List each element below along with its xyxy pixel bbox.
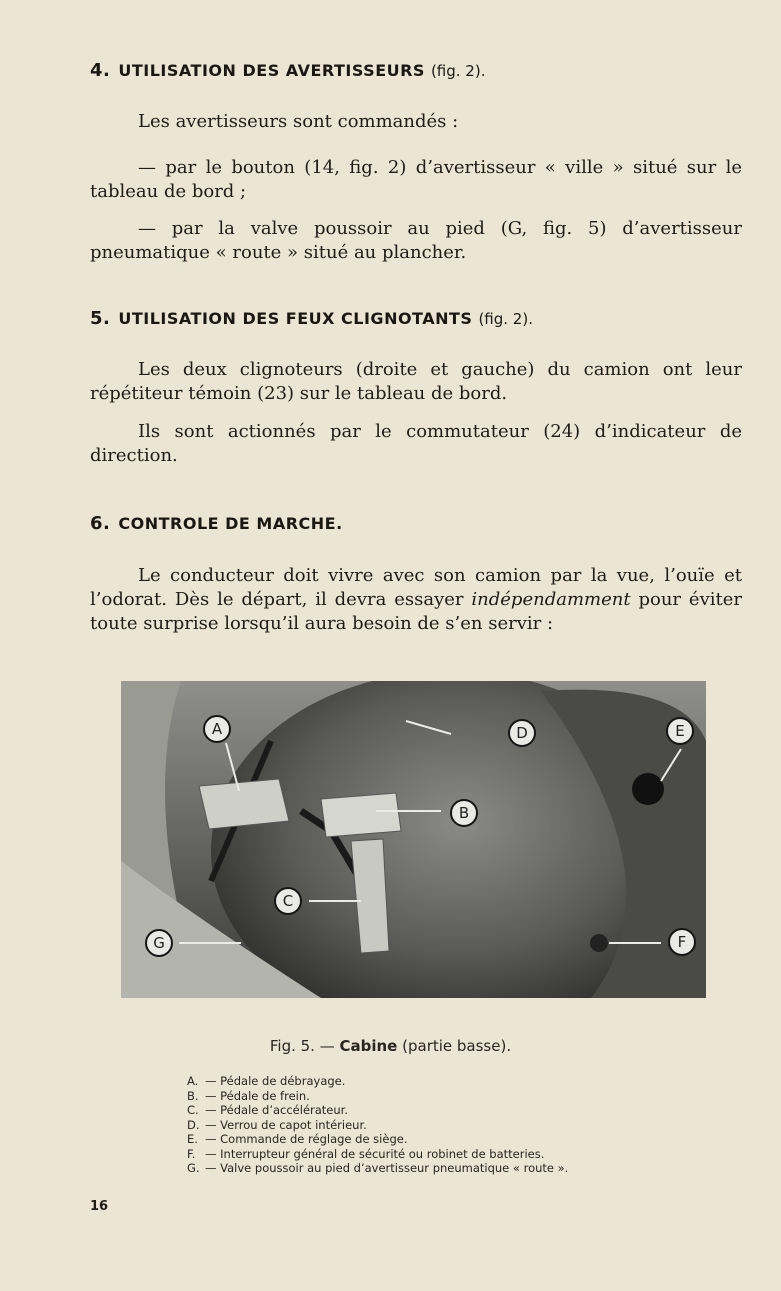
paragraph: — par la valve poussoir au pied (G, fig. 5) d’avertisseur pneumatique « route » situé au plancher. xyxy=(90,218,742,263)
legend-item: A. — Pédale de débrayage. xyxy=(187,1074,346,1088)
callout-e: E xyxy=(666,717,694,745)
legend-item: C. — Pédale d’accélérateur. xyxy=(187,1103,348,1117)
legend-item: E. — Commande de réglage de siège. xyxy=(187,1132,408,1146)
legend-item: F. — Interrupteur général de sécurité ou robinet de batteries. xyxy=(187,1146,545,1161)
paragraph: Les deux clignoteurs (droite et gauche) du camion ont leur répétiteur témoin (23) sur le tableau de bord. xyxy=(90,359,742,404)
figure-caption: Fig. 5. — Cabine (partie basse). xyxy=(269,1037,512,1055)
legend-item: G. — Valve poussoir au pied d’avertisseur pneumatique « route ». xyxy=(187,1161,569,1175)
callout-b: B xyxy=(450,799,478,827)
paragraph: Le conducteur doit vivre avec son camion par la vue, l’ouïe et l’odorat. Dès le départ, il devra essayer indépendamment pour éviter toute surprise lorsqu’il aura besoin de s’en servir : xyxy=(90,565,742,634)
legend-item: D. — Verrou de capot intérieur. xyxy=(187,1117,367,1132)
callout-a: A xyxy=(203,715,231,743)
callout-d: D xyxy=(508,719,536,747)
section-heading-4: 4. UTILISATION DES AVERTISSEURS (fig. 2). xyxy=(90,60,486,81)
legend-item: B. — Pédale de frein. xyxy=(187,1088,310,1103)
callout-f: F xyxy=(668,928,696,956)
paragraph: Les avertisseurs sont commandés : xyxy=(138,111,459,132)
cabin-photo xyxy=(121,681,706,998)
section-heading-6: 6. CONTROLE DE MARCHE. xyxy=(90,513,343,534)
paragraph: Ils sont actionnés par le commutateur (24) d’indicateur de direction. xyxy=(90,421,742,466)
figure-legend xyxy=(187,1074,568,1176)
callout-c: C xyxy=(274,887,302,915)
callout-g: G xyxy=(145,929,173,957)
section-heading-5: 5. UTILISATION DES FEUX CLIGNOTANTS (fig. 2). xyxy=(90,308,533,329)
page-number: 16 xyxy=(90,1199,109,1214)
paragraph: — par le bouton (14, fig. 2) d’avertisseur « ville » situé sur le tableau de bord ; xyxy=(90,157,742,202)
